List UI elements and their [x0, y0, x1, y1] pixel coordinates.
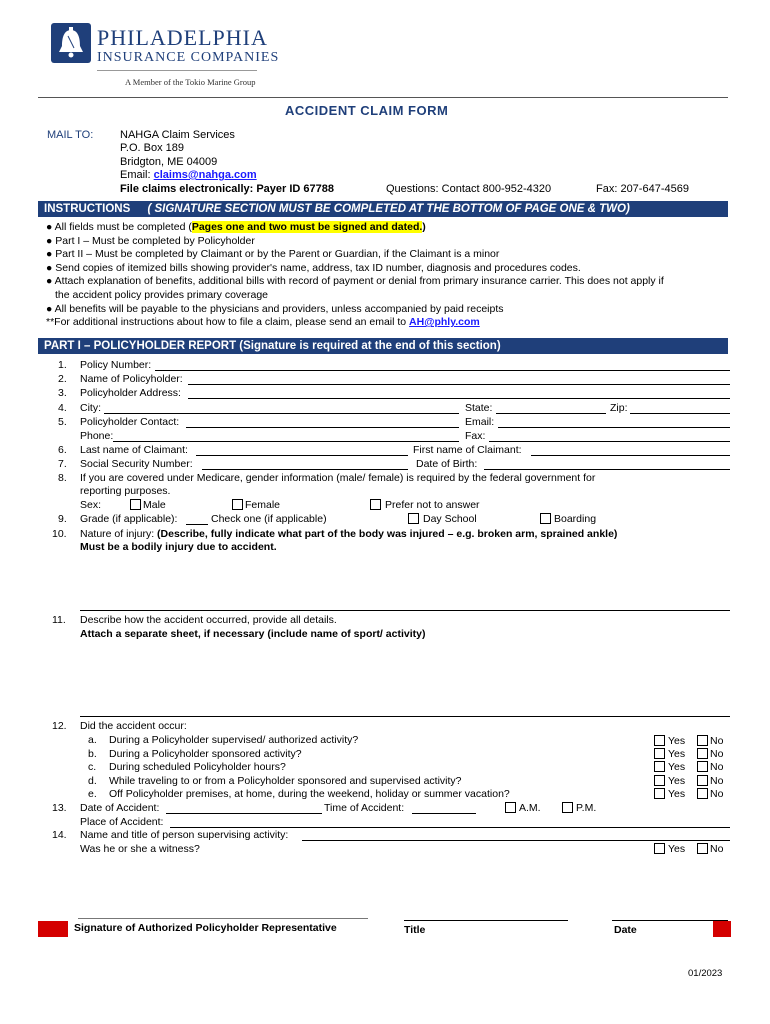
date-of-accident-label: Date of Accident:: [80, 802, 160, 814]
place-of-accident-field[interactable]: [170, 827, 730, 828]
qe-no-checkbox[interactable]: [697, 788, 708, 799]
item-number: 1.: [58, 359, 67, 371]
place-of-accident-label: Place of Accident:: [80, 816, 164, 828]
fax-label: Fax:: [465, 430, 486, 442]
yes-label: Yes: [668, 788, 686, 800]
title-line[interactable]: [404, 920, 568, 921]
ssn-label: Social Security Number:: [80, 458, 193, 470]
questions-contact: Questions: Contact 800-952-4320: [386, 183, 552, 195]
item-number: 13.: [52, 802, 67, 814]
boarding-label: Boarding: [554, 513, 597, 525]
dob-field[interactable]: [484, 469, 730, 470]
yes-label: Yes: [668, 843, 686, 855]
did-accident-occur-label: Did the accident occur:: [80, 720, 187, 732]
logo-line2: INSURANCE COMPANIES: [97, 50, 280, 65]
no-label: No: [710, 775, 724, 787]
instruction-item: ● Part I – Must be completed by Policyholder: [46, 234, 255, 247]
no-label: No: [710, 761, 724, 773]
accident-description-field[interactable]: [80, 716, 730, 717]
form-version: 01/2023: [688, 968, 723, 979]
signature-label: Signature of Authorized Policyholder Representative: [74, 922, 337, 934]
phone-field[interactable]: [113, 441, 459, 442]
top-rule: [38, 97, 728, 98]
instruction-item: the accident policy provides primary coverage: [55, 288, 269, 301]
mail-label: MAIL TO:: [47, 129, 94, 141]
prefer-not-checkbox[interactable]: [370, 499, 381, 510]
zip-field[interactable]: [630, 413, 730, 414]
male-label: Male: [143, 499, 166, 511]
fax-number: Fax: 207-647-4569: [596, 183, 689, 195]
witness-label: Was he or she a witness?: [80, 843, 200, 855]
contact-label: Policyholder Contact:: [80, 416, 180, 428]
boarding-checkbox[interactable]: [540, 513, 551, 524]
am-checkbox[interactable]: [505, 802, 516, 813]
am-label: A.M.: [519, 802, 541, 814]
date-label: Date: [614, 924, 637, 936]
instruction-item: ● Part II – Must be completed by Claimant or by the Parent or Guardian, if the Claimant is a minor: [46, 248, 500, 261]
fax-field[interactable]: [489, 441, 730, 442]
nature-of-injury-field[interactable]: [80, 610, 730, 611]
phone-label: Phone:: [80, 430, 114, 442]
witness-no-checkbox[interactable]: [697, 843, 708, 854]
email-label: Email:: [465, 416, 495, 428]
part1-header: PART I – POLICYHOLDER REPORT (Signature is required at the end of this section): [44, 340, 501, 352]
ah-email-link[interactable]: AH@phly.com: [409, 316, 480, 329]
state-field[interactable]: [496, 413, 606, 414]
prefer-not-label: Prefer not to answer: [385, 499, 480, 511]
supervisor-field[interactable]: [302, 840, 730, 841]
item-number: 6.: [58, 444, 67, 456]
qc-no-checkbox[interactable]: [697, 761, 708, 772]
contact-field[interactable]: [186, 427, 459, 428]
claimant-last-label: Last name of Claimant:: [80, 444, 188, 456]
claims-email-link[interactable]: claims@nahga.com: [153, 169, 257, 181]
no-label: No: [710, 735, 724, 747]
claimant-first-label: First name of Claimant:: [413, 444, 522, 456]
policyholder-name-label: Name of Policyholder:: [80, 373, 183, 385]
policyholder-name-field[interactable]: [188, 384, 730, 385]
question-letter: a.: [88, 734, 97, 746]
item-number: 9.: [58, 513, 67, 525]
zip-label: Zip:: [610, 402, 628, 414]
city-field[interactable]: [104, 413, 459, 414]
signature-required-marker: [38, 921, 68, 937]
check-one-label: Check one (if applicable): [211, 513, 327, 525]
mail-line2: P.O. Box 189: [120, 142, 185, 154]
question-e: Off Policyholder premises, at home, during the weekend, holiday or summer vacation?: [109, 788, 510, 800]
bodily-injury-note: Must be a bodily injury due to accident.: [80, 541, 277, 553]
yes-label: Yes: [668, 748, 686, 760]
instructions-label: INSTRUCTIONS: [44, 203, 131, 215]
instructions-bar: [38, 201, 728, 217]
male-checkbox[interactable]: [130, 499, 141, 510]
item-number: 5.: [58, 416, 67, 428]
female-label: Female: [245, 499, 281, 511]
item-number: 14.: [52, 829, 67, 841]
no-label: No: [710, 843, 724, 855]
part1-bar: [38, 338, 728, 354]
question-letter: b.: [88, 748, 97, 760]
logo-member: A Member of the Tokio Marine Group: [125, 77, 256, 87]
item-number: 12.: [52, 720, 67, 732]
form-title: ACCIDENT CLAIM FORM: [285, 103, 449, 118]
claimant-last-field[interactable]: [196, 455, 408, 456]
qd-no-checkbox[interactable]: [697, 775, 708, 786]
question-letter: c.: [88, 761, 97, 773]
qa-yes-checkbox[interactable]: [654, 735, 665, 746]
yes-label: Yes: [668, 775, 686, 787]
dob-label: Date of Birth:: [416, 458, 478, 470]
ssn-field[interactable]: [202, 469, 408, 470]
question-c: During scheduled Policyholder hours?: [109, 761, 286, 773]
instruction-item: ● All fields must be completed (Pages one and two must be signed and dated.): [46, 221, 426, 233]
medicare-text: If you are covered under Medicare, gender information (male/ female) is required by the federal government for: [80, 472, 596, 484]
title-label: Title: [404, 924, 426, 936]
instruction-item: ● All benefits will be payable to the physicians and providers, unless accompanied by paid receipts: [46, 302, 504, 315]
item-number: 4.: [58, 402, 67, 414]
city-label: City:: [80, 402, 101, 414]
instruction-item: ● Send copies of itemized bills showing provider's name, address, tax ID number, diagnosis and procedures codes.: [46, 261, 581, 274]
medicare-text-2: reporting purposes.: [80, 485, 171, 497]
question-letter: e.: [88, 788, 97, 800]
time-of-accident-field[interactable]: [412, 813, 476, 814]
yes-label: Yes: [668, 761, 686, 773]
qe-yes-checkbox[interactable]: [654, 788, 665, 799]
qc-yes-checkbox[interactable]: [654, 761, 665, 772]
payer-id: File claims electronically: Payer ID 67788: [120, 183, 335, 195]
female-checkbox[interactable]: [232, 499, 243, 510]
item-number: 11.: [52, 614, 66, 626]
accident-description-label: Describe how the accident occurred, provide all details.: [80, 614, 337, 626]
policy-number-field[interactable]: [155, 370, 730, 371]
yes-label: Yes: [668, 735, 686, 747]
date-of-accident-field[interactable]: [166, 813, 322, 814]
policy-number-label: Policy Number:: [80, 359, 152, 371]
no-label: No: [710, 788, 724, 800]
qd-yes-checkbox[interactable]: [654, 775, 665, 786]
qa-no-checkbox[interactable]: [697, 735, 708, 746]
accident-description-note: Attach a separate sheet, if necessary (include name of sport/ activity): [80, 628, 426, 640]
grade-field[interactable]: [186, 524, 208, 525]
liberty-bell-icon: [50, 22, 92, 64]
item-number: 10.: [52, 528, 67, 540]
qb-yes-checkbox[interactable]: [654, 748, 665, 759]
grade-label: Grade (if applicable):: [80, 513, 178, 525]
email-prefix: Email:: [120, 169, 154, 181]
item-number: 7.: [58, 458, 67, 470]
claimant-first-field[interactable]: [531, 455, 730, 456]
question-b: During a Policyholder sponsored activity?: [109, 748, 302, 760]
question-d: While traveling to or from a Policyholder sponsored and supervised activity?: [109, 775, 462, 787]
instruction-item: **For additional instructions about how to file a claim, please send an email to AH@phly.com: [46, 316, 480, 329]
instructions-note: ( SIGNATURE SECTION MUST BE COMPLETED AT THE BOTTOM OF PAGE ONE & TWO): [147, 203, 630, 215]
question-a: During a Policyholder supervised/ authorized activity?: [109, 734, 359, 746]
mail-line3: Bridgton, ME 04009: [120, 156, 218, 168]
day-school-checkbox[interactable]: [408, 513, 419, 524]
question-letter: d.: [88, 775, 97, 787]
item-number: 8.: [58, 472, 67, 484]
qb-no-checkbox[interactable]: [697, 748, 708, 759]
pm-label: P.M.: [576, 802, 597, 814]
logo-line1: PHILADELPHIA: [97, 25, 268, 50]
item-number: 2.: [58, 373, 67, 385]
time-of-accident-label: Time of Accident:: [324, 802, 405, 814]
mail-line1: NAHGA Claim Services: [120, 129, 235, 141]
pm-checkbox[interactable]: [562, 802, 573, 813]
signature-line[interactable]: [78, 918, 368, 919]
mail-email-row: [120, 169, 257, 181]
day-school-label: Day School: [423, 513, 477, 525]
instruction-item: ● Attach explanation of benefits, additional bills with record of payment or denial from primary insurance carrier. This does not apply if: [46, 275, 664, 288]
state-label: State:: [465, 402, 493, 414]
date-required-marker: [713, 921, 731, 937]
supervisor-label: Name and title of person supervising activity:: [80, 829, 289, 841]
date-line[interactable]: [612, 920, 728, 921]
sex-label: Sex:: [80, 499, 102, 511]
item-number: 3.: [58, 387, 67, 399]
instructions-list: [46, 221, 664, 330]
no-label: No: [710, 748, 724, 760]
policyholder-address-field[interactable]: [188, 398, 730, 399]
policyholder-address-label: Policyholder Address:: [80, 387, 181, 399]
witness-yes-checkbox[interactable]: [654, 843, 665, 854]
email-field[interactable]: [498, 427, 730, 428]
nature-of-injury-label: Nature of injury: (Describe, fully indicate what part of the body was injured – e.g. broken arm, sprained ankle): [80, 528, 618, 540]
